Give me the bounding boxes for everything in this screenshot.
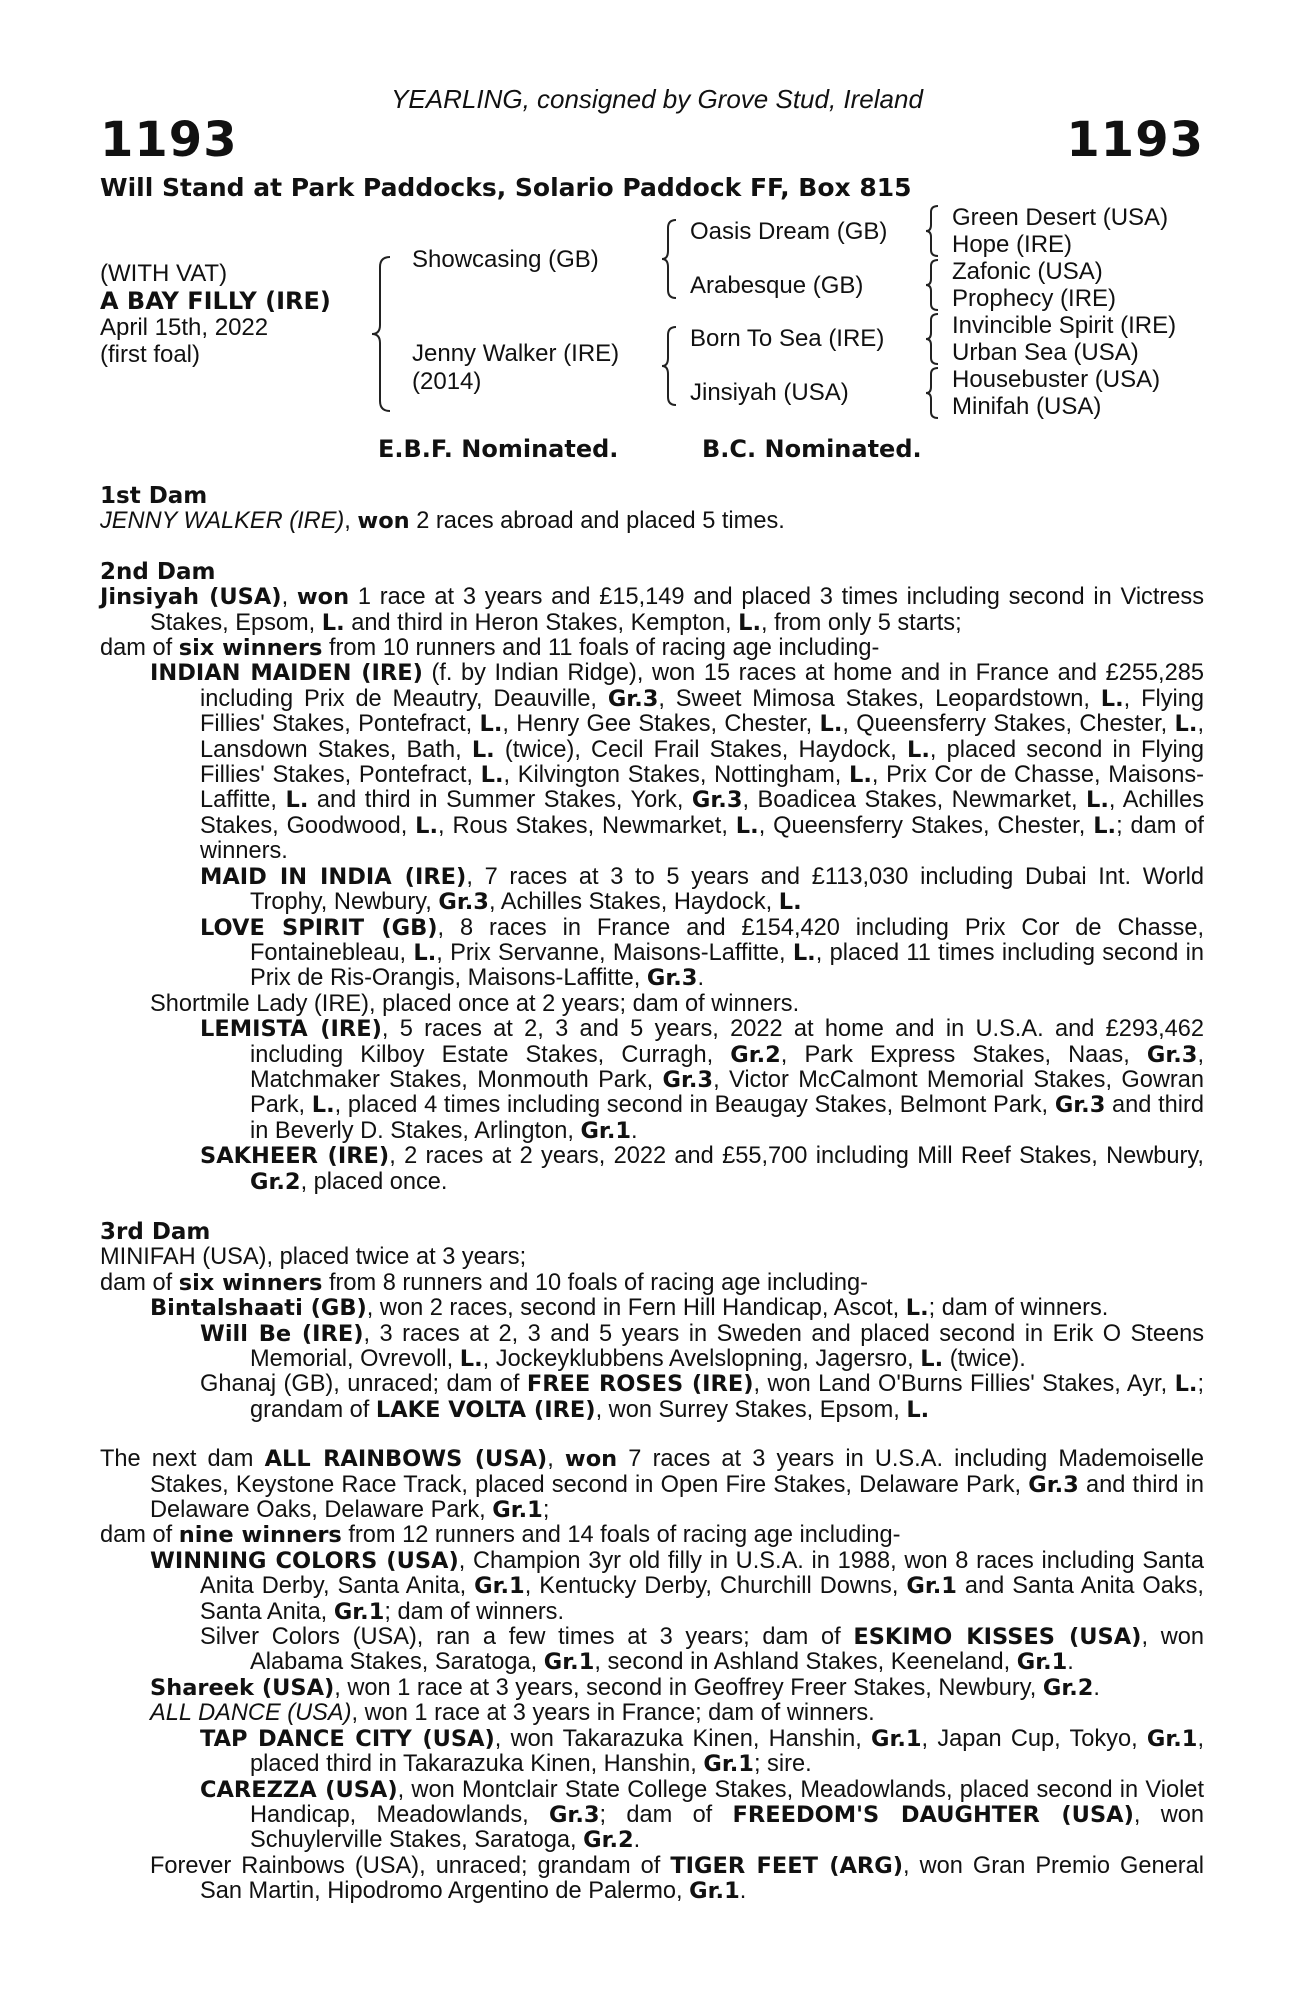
dam-name: Jenny Walker (IRE) xyxy=(412,340,620,367)
ancestor-5: Invincible Spirit (IRE) xyxy=(952,312,1177,339)
produce-shareek: Shareek (USA), won 1 race at 3 years, second in Geoffrey Freer Stakes, Newbury, Gr.2. xyxy=(150,1674,1100,1701)
produce-all-dance: ALL DANCE (USA), won 1 race at 3 years in France; dam of winners. xyxy=(150,1700,875,1727)
dam-year: (2014) xyxy=(412,368,482,395)
second-dam-produce: dam of six winners from 10 runners and 11 foals of racing age including- xyxy=(100,635,880,662)
first-dam-heading: 1st Dam xyxy=(100,483,208,509)
gen3-brace-4 xyxy=(924,366,942,420)
produce-tap-dance-city: TAP DANCE CITY (USA), won Takarazuka Kinen, Hanshin, Gr.1, Japan Cup, Tokyo, Gr.1, placed third in Takarazuka Kinen, Hanshin, Gr.1; sire. xyxy=(200,1725,1204,1778)
produce-sakheer: SAKHEER (IRE), 2 races at 2 years, 2022 and £55,700 including Mill Reef Stakes, Newbury, Gr.2, placed once. xyxy=(200,1143,1204,1195)
next-dam-produce: dam of nine winners from 12 runners and 14 foals of racing age including- xyxy=(100,1522,901,1549)
third-dam-heading: 3rd Dam xyxy=(100,1218,211,1245)
pedigree-brace-main xyxy=(370,255,394,413)
ancestor-4: Prophecy (IRE) xyxy=(952,285,1117,312)
sale-subtitle: YEARLING, consigned by Grove Stud, Ireland xyxy=(391,84,923,114)
stand-location: Will Stand at Park Paddocks, Solario Paddock FF, Box 815 xyxy=(100,173,912,202)
ancestor-7: Housebuster (USA) xyxy=(952,366,1161,393)
third-dam-produce: dam of six winners from 8 runners and 10 foals of racing age including- xyxy=(100,1269,869,1296)
first-dam-text: JENNY WALKER (IRE), won 2 races abroad and placed 5 times. xyxy=(100,508,785,535)
produce-lemista: LEMISTA (IRE), 5 races at 2, 3 and 5 years, 2022 at home and in U.S.A. and £293,462 including Kilboy Estate Stakes, Curragh, Gr.2, Park Express Stakes, Naas, Gr.3, Matchmaker Stakes, Monmouth Park, Gr.3, Victor McCalmont Memorial Stakes, Gowran Park, L., placed 4 times including second in Beaugay Stakes, Belmont Park, Gr.3 and third in Beverly D. Stakes, Arlington, Gr.1. xyxy=(200,1016,1205,1144)
produce-will-be: Will Be (IRE), 3 races at 2, 3 and 5 years in Sweden and placed second in Erik O Steens Memorial, Ovrevoll, L., Jockeyklubbens Avelslopning, Jagersro, L. (twice). xyxy=(200,1320,1204,1372)
lot-number-right: 1193 xyxy=(1066,112,1204,168)
produce-silver-colors: Silver Colors (USA), ran a few times at 3 years; dam of ESKIMO KISSES (USA), won Alabama Stakes, Saratoga, Gr.1, second in Ashland Stakes, Keeneland, Gr.1. xyxy=(200,1624,1204,1676)
dam-sire: Born To Sea (IRE) xyxy=(690,325,885,352)
ebf-nomination: E.B.F. Nominated. xyxy=(378,435,619,463)
horse-name: A BAY FILLY (IRE) xyxy=(100,287,331,315)
ancestor-6: Urban Sea (USA) xyxy=(952,339,1139,366)
second-dam-heading: 2nd Dam xyxy=(100,558,216,585)
produce-love-spirit: LOVE SPIRIT (GB), 8 races in France and £154,420 including Prix Cor de Chasse, Fontainebleau, L., Prix Servanne, Maisons-Laffitte, L., placed 11 times including second in Prix de Ris-Orangis, Maisons-Laffitte, Gr.3. xyxy=(200,914,1204,992)
produce-maid-in-india: MAID IN INDIA (IRE), 7 races at 3 to 5 years and £113,030 including Dubai Int. World Trophy, Newbury, Gr.3, Achilles Stakes, Haydock, L. xyxy=(200,863,1204,916)
produce-shortmile-lady: Shortmile Lady (IRE), placed once at 2 years; dam of winners. xyxy=(150,990,800,1017)
foaling-date: April 15th, 2022 xyxy=(100,314,269,341)
gen3-brace-2 xyxy=(924,258,942,312)
foal-note: (first foal) xyxy=(100,341,201,368)
sire-sire: Oasis Dream (GB) xyxy=(690,218,888,245)
dam-dam: Jinsiyah (USA) xyxy=(690,379,849,406)
vat-note: (WITH VAT) xyxy=(100,260,228,287)
third-dam-entry: MINIFAH (USA), placed twice at 3 years; xyxy=(100,1244,527,1271)
bc-nomination: B.C. Nominated. xyxy=(702,435,922,463)
second-dam-entry: Jinsiyah (USA), won 1 race at 3 years and £15,149 and placed 3 times including second in Victress Stakes, Epsom, L. and third in Heron Stakes, Kempton, L., from only 5 starts; xyxy=(100,584,1204,636)
ancestor-3: Zafonic (USA) xyxy=(952,258,1103,285)
gen3-brace-3 xyxy=(924,312,942,366)
produce-indian-maiden: INDIAN MAIDEN (IRE) (f. by Indian Ridge), won 15 races at home and in France and £255,285 including Prix de Meautry, Deauville, Gr.3, Sweet Mimosa Stakes, Leopardstown, L., Flying Fillies' Stakes, Pontefract, L., Henry Gee Stakes, Chester, L., Queensferry Stakes, Chester, L., Lansdown Stakes, Bath, L. (twice), Cecil Frail Stakes, Haydock, L., placed second in Flying Fillies' Stakes, Pontefract, L., Kilvington Stakes, Nottingham, L., Prix Cor de Chasse, Maisons-Laffitte, L. and third in Summer Stakes, York, Gr.3, Boadicea Stakes, Newmarket, L., Achilles Stakes, Goodwood, L., Rous Stakes, Newmarket, L., Queensferry Stakes, Chester, L.; dam of winners. xyxy=(150,660,1205,865)
ancestor-1: Green Desert (USA) xyxy=(952,204,1169,231)
produce-carezza: CAREZZA (USA), won Montclair State College Stakes, Meadowlands, placed second in Violet Handicap, Meadowlands, Gr.3; dam of FREEDOM'S DAUGHTER (USA), won Schuylerville Stakes, Saratoga, Gr.2. xyxy=(200,1776,1204,1854)
ancestor-2: Hope (IRE) xyxy=(952,231,1073,258)
lot-number-left: 1193 xyxy=(100,112,238,168)
produce-winning-colors: WINNING COLORS (USA), Champion 3yr old filly in U.S.A. in 1988, won 8 races including Santa Anita Derby, Santa Anita, Gr.1, Kentucky Derby, Churchill Downs, Gr.1 and Santa Anita Oaks, Santa Anita, Gr.1; dam of winners. xyxy=(150,1547,1204,1625)
ancestor-8: Minifah (USA) xyxy=(952,393,1102,420)
sire-name: Showcasing (GB) xyxy=(412,246,599,273)
produce-bintalshaati: Bintalshaati (GB), won 2 races, second in Fern Hill Handicap, Ascot, L.; dam of winners. xyxy=(150,1295,1109,1322)
sire-brace xyxy=(660,218,680,300)
next-dam-entry: The next dam ALL RAINBOWS (USA), won 7 races at 3 years in U.S.A. including Mademoiselle Stakes, Keystone Race Track, placed second in Open Fire Stakes, Delaware Park, Gr.3 and third in Delaware Oaks, Delaware Park, Gr.1; xyxy=(100,1446,1204,1524)
produce-ghanaj: Ghanaj (GB), unraced; dam of FREE ROSES (IRE), won Land O'Burns Fillies' Stakes, Ayr, L.; grandam of LAKE VOLTA (IRE), won Surrey Stakes, Epsom, L. xyxy=(200,1371,1205,1423)
produce-forever-rainbows: Forever Rainbows (USA), unraced; grandam of TIGER FEET (ARG), won Gran Premio General San Martin, Hipodromo Argentino de Palermo, Gr.1. xyxy=(150,1852,1204,1905)
catalogue-body xyxy=(100,484,1204,1905)
sire-dam: Arabesque (GB) xyxy=(690,272,864,299)
dam-brace xyxy=(660,325,680,407)
gen3-brace-1 xyxy=(924,204,942,258)
